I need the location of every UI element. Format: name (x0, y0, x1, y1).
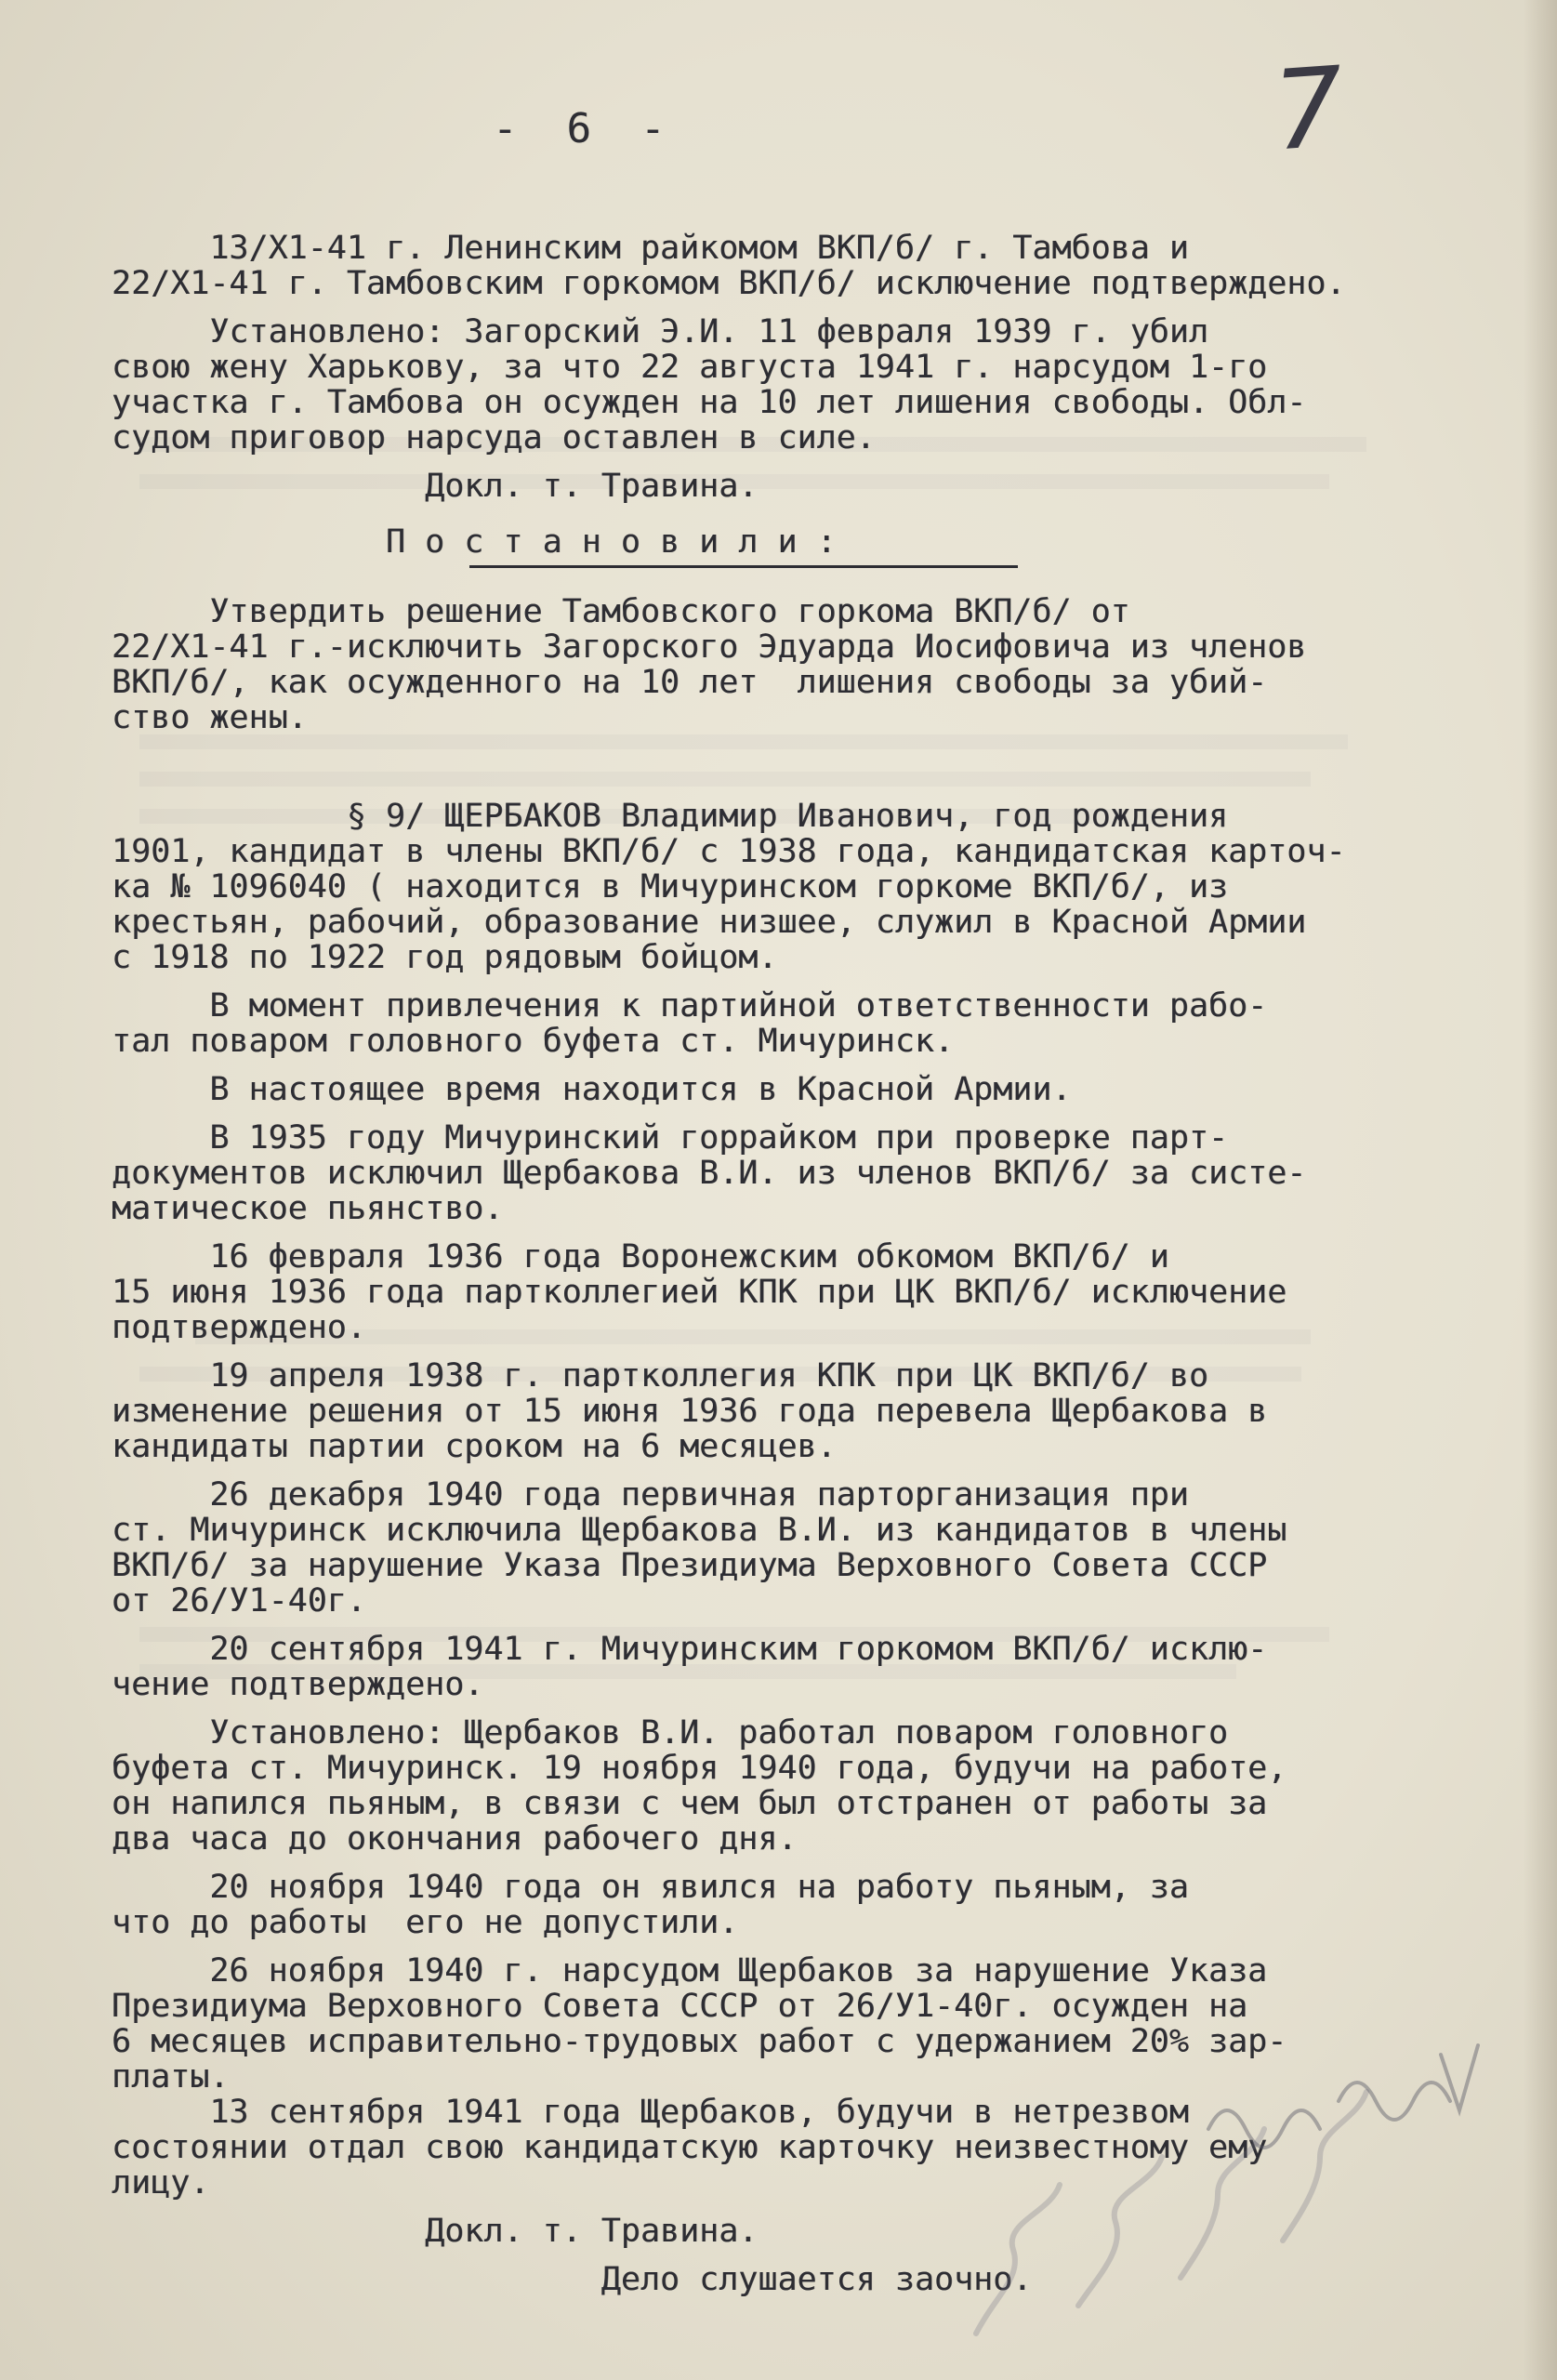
text-line: тал поваром головного буфета ст. Мичуринск. (112, 1023, 955, 1060)
text-line: матическое пьянство. (112, 1190, 504, 1227)
spacer (112, 504, 1497, 524)
spacer (112, 1226, 1497, 1239)
text-line: что до работы его не допустили. (112, 1904, 739, 1941)
text-line: 20 сентября 1941 г. Мичуринским горкомом ВКП/б/ исклю- (112, 1631, 1268, 1668)
text-line: Президиума Верховного Совета СССР от 26/У1-40г. осужден на (112, 1988, 1248, 2025)
reporter-line: Докл. т. Травина. (112, 468, 759, 505)
text-line: ВКП/б/, как осужденного на 10 лет лишения свободы за убий- (112, 664, 1268, 701)
faint-stamp-impression (939, 1999, 1515, 2371)
text-line: В 1935 году Мичуринский горрайком при проверке парт- (112, 1119, 1229, 1157)
text-line: документов исключил Щербакова В.И. из членов ВКП/б/ за систе- (112, 1155, 1307, 1192)
resolution-heading: П о с т а н о в и л и : (112, 523, 837, 561)
text-line: 15 июня 1936 года партколлегией КПК при ЦК ВКП/б/ исключение (112, 1274, 1287, 1311)
text-line: 13/Х1-41 г. Ленинским райкомом ВКП/б/ г. Тамбова и (112, 230, 1189, 267)
spacer (112, 1619, 1497, 1632)
text-line: судом приговор нарсуда оставлен в силе. (112, 419, 876, 456)
text-line: ка № 1096040 ( находится в Мичуринском горкоме ВКП/б/, из (112, 868, 1229, 906)
spacer (112, 1464, 1497, 1477)
text-line: Установлено: Загорский Э.И. 11 февраля 1939 г. убил (112, 313, 1209, 350)
text-line: ст. Мичуринск исключила Щербакова В.И. из кандидатов в члены (112, 1512, 1287, 1549)
text-line: ВКП/б/ за нарушение Указа Президиума Верховного Совета СССР (112, 1547, 1268, 1584)
text-line: он напился пьяным, в связи с чем был отстранен от работы за (112, 1785, 1268, 1822)
text-line: ство жены. (112, 699, 308, 736)
page-number: - 6 - (493, 105, 666, 152)
spacer (112, 1940, 1497, 1953)
spacer (112, 1059, 1497, 1072)
text-line: 22/Х1-41 г.-исключить Загорского Эдуарда Иосифовича из членов (112, 628, 1307, 666)
spacer (112, 735, 1497, 799)
spacer (112, 301, 1497, 314)
spacer (112, 1107, 1497, 1120)
in-absentia-note: Дело слушается заочно. (112, 2261, 1033, 2298)
text-line: 6 месяцев исправительно-трудовых работ с удержанием 20% зар- (112, 2023, 1287, 2060)
text-line: В момент привлечения к партийной ответственности рабо- (112, 987, 1268, 1025)
text-line: 26 декабря 1940 года первичная парторганизация при (112, 1476, 1189, 1514)
archive-sheet-number: 7 (1269, 42, 1348, 176)
text-line: свою жену Харькову, за что 22 августа 1941 г. нарсудом 1-го (112, 349, 1268, 386)
text-line: Утвердить решение Тамбовского горкома ВКП/б/ от (112, 593, 1130, 630)
spacer (112, 975, 1497, 988)
text-line: 20 ноября 1940 года он явился на работу пьяным, за (112, 1869, 1189, 1906)
text-line: подтверждено. (112, 1309, 366, 1346)
spacer (112, 456, 1497, 469)
typed-text-body (112, 105, 1497, 2298)
section-9-title: § 9/ ЩЕРБАКОВ Владимир Иванович, год рождения (112, 798, 1229, 835)
text-line: от 26/У1-40г. (112, 1582, 366, 1620)
text-line: чение подтверждено. (112, 1666, 484, 1703)
text-line: 22/Х1-41 г. Тамбовским горкомом ВКП/б/ исключение подтверждено. (112, 265, 1346, 302)
text-line: 13 сентября 1941 года Щербаков, будучи в нетрезвом (112, 2094, 1189, 2131)
text-line: два часа до окончания рабочего дня. (112, 1820, 798, 1858)
text-line: крестьян, рабочий, образование низшее, служил в Красной Армии (112, 904, 1307, 941)
page-edge-shadow (1524, 0, 1557, 2380)
spacer (112, 1345, 1497, 1358)
text-line: 26 ноября 1940 г. нарсудом Щербаков за нарушение Указа (112, 1952, 1268, 1990)
text-line: 1901, кандидат в члены ВКП/б/ с 1938 года, кандидатская карточ- (112, 833, 1346, 870)
text-line: лицу. (112, 2164, 210, 2202)
text-line: участка г. Тамбова он осужден на 10 лет лишения свободы. Обл- (112, 384, 1307, 421)
text-line: буфета ст. Мичуринск. 19 ноября 1940 года, будучи на работе, (112, 1750, 1287, 1787)
text-line: 16 февраля 1936 года Воронежским обкомом ВКП/б/ и (112, 1238, 1169, 1276)
spacer (112, 1702, 1497, 1715)
spacer (112, 1857, 1497, 1870)
text-line: 19 апреля 1938 г. партколлегия КПК при ЦК ВКП/б/ во (112, 1357, 1209, 1395)
text-line: платы. (112, 2058, 230, 2096)
heading-underline (469, 565, 1018, 568)
reporter-line: Докл. т. Травина. (112, 2213, 759, 2250)
text-line: с 1918 по 1922 год рядовым бойцом. (112, 939, 778, 976)
spacer (112, 167, 1497, 231)
text-line: изменение решения от 15 июня 1936 года перевела Щербакова в (112, 1393, 1268, 1430)
spacer (112, 574, 1497, 594)
text-line: состоянии отдал свою кандидатскую карточку неизвестному ему (112, 2129, 1268, 2166)
text-line: В настоящее время находится в Красной Армии. (112, 1071, 1072, 1108)
text-line: кандидаты партии сроком на 6 месяцев. (112, 1428, 837, 1465)
text-line: Установлено: Щербаков В.И. работал поваром головного (112, 1714, 1229, 1752)
